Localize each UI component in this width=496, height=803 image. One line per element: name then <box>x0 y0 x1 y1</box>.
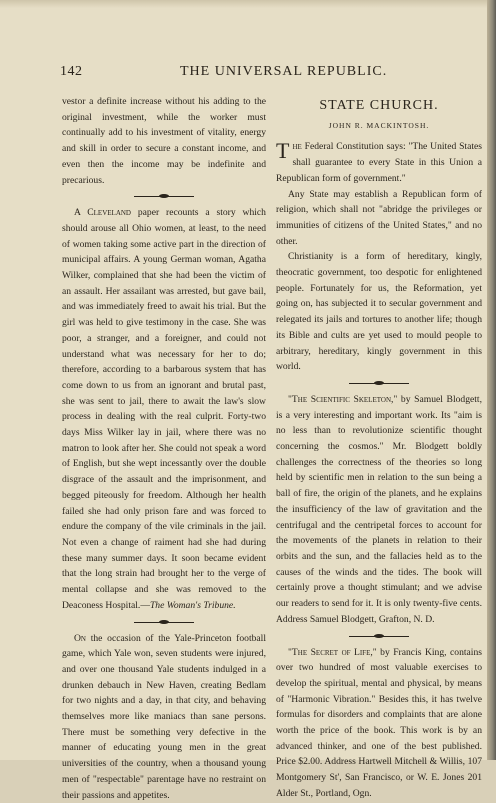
paragraph-lead: he <box>292 141 301 152</box>
right-column <box>276 96 482 802</box>
paragraph-secret-of-life <box>276 645 482 802</box>
paragraph-christianity: Christianity is a form of hereditary, kingly, theocratic government, too despotic for enlightened people. Fortunately for us, the Reformation, yet going on, has subjected it to secular government and relegated its jails and tortures to another life; though its Bible and cults are yet used to mould people to arbitrary, hereditary, kingly government in this world. <box>276 249 482 375</box>
paragraph-body: Federal Constitution says: "The United States shall guarantee to every State in this Union a Republican form of government." <box>276 141 482 183</box>
page-binding-edge <box>487 0 496 760</box>
page-number: 142 <box>60 64 83 80</box>
paragraph-lead: On <box>74 633 86 644</box>
paragraph-body: by Francis King, contains over two hundred of most valuable exercises to develop the spiritual, mental and physical, by means of "Harmonic Vibration." Besides this, it has twelve formulas for disorders and complaints that are alone worth the price of the book. This work is by an advanced thinker, and one of the best published. Price $2.00. Address Hartwell Mitchell & Willis, 107 Montgomery St', San Francisco, or W. E. Jones 201 Alder St., Portland, Ogn. <box>276 647 482 799</box>
page-header <box>60 64 460 84</box>
section-divider <box>276 636 482 637</box>
paragraph-lead: A Cleveland <box>74 207 131 218</box>
page-top-edge <box>0 0 496 8</box>
running-title: THE UNIVERSAL REPUBLIC. <box>180 64 387 80</box>
book-title: "The Scientific Skeleton," <box>288 394 397 405</box>
book-title: "The Secret of Life," <box>288 647 377 658</box>
left-column <box>62 94 266 803</box>
paragraph-scientific-skeleton <box>276 392 482 628</box>
paragraph-body: by Samuel Blodgett, is a very interesting and important work. Its "aim is no less than to revolutionize scientific thought concerning the cosmos." Mr. Blodgett boldly challenges the correctness of the theories so long held by scientific men in relation to the sun being a ball of fire, the origin of the planets, and he explains the insufficiency of the law of gravitation and the centrifugal and the centripetal forces to account for the movements of the planets in relation to their orbits and the sun, and the fallacies held as to the causes of the winds and the tides. The book will certainly prove a thought stimulant; and we advise our readers to send for it. It is only twenty-five cents. Address Samuel Blodgett, Grafton, N. D. <box>276 394 482 625</box>
paragraph-body: the occasion of the Yale-Princeton football game, which Yale won, seven students were injured, and over one thousand Yale students indulged in a drunken debauch in New Haven, creating Bedlam for two nights and a day, in that city, and behaving themselves more like maniacs than sane persons. There must be something very defective in the manner of educating young men in the great universities of the country, when a thousand young men of "respectable" parentage have no restraint on their passions and appetites. <box>62 633 266 801</box>
source-citation: The Woman's Tribune. <box>150 600 236 611</box>
section-divider <box>276 383 482 384</box>
article-byline: JOHN R. MACKINTOSH. <box>276 118 482 134</box>
section-divider <box>62 196 266 197</box>
paragraph-body: paper recounts a story which should arouse all Ohio women, at least, to the need of women taking some active part in the direction of municipal affairs. A young German woman, Agatha Wilker, complained that she had been the victim of an assault. Her assailant was arrested, but gave bail, and was immediately freed to await his trial. But the girl was held to give testimony in the case. She was poor, a stranger, and a foreigner, and could not understand what was necessary for her to do; therefore, according to a barbarous system that has come down to us from an ignorant and brutal past, she was sent to jail, there to await the law's slow process in dealing with the real culprit. Forty-two days Miss Wilker lay in jail, where there was no matron to look after her. She could not speak a word of English, but she wept incessantly over the double disgrace of the assault and the imprisonment, and begged piteously for freedom. Although her health failed she had only prison fare and was forced to endure the company of the vile criminals in the jail. Not even a change of raiment had she had during these many summer days. It soon became evident that the long strain had brought her to the verge of mental collapse and she was removed to the Deaconess Hospital.— <box>62 207 266 611</box>
paragraph-investment: vestor a definite increase without his adding to the original investment, while the worker must continually add to his investment of vitality, energy and skill in order to secure a constant income, and even then the income may be indefinite and precarious. <box>62 94 266 188</box>
paragraph-yale-princeton <box>62 631 266 803</box>
paragraph-republican-religion: Any State may establish a Republican form of religion, which shall not "abridge the privileges or immunities of citizens of the United States," and no other. <box>276 187 482 250</box>
drop-cap: T <box>276 141 289 161</box>
section-divider <box>62 622 266 623</box>
article-title: STATE CHURCH. <box>276 98 482 114</box>
paragraph-cleveland <box>62 205 266 613</box>
paragraph-constitution <box>276 139 482 186</box>
